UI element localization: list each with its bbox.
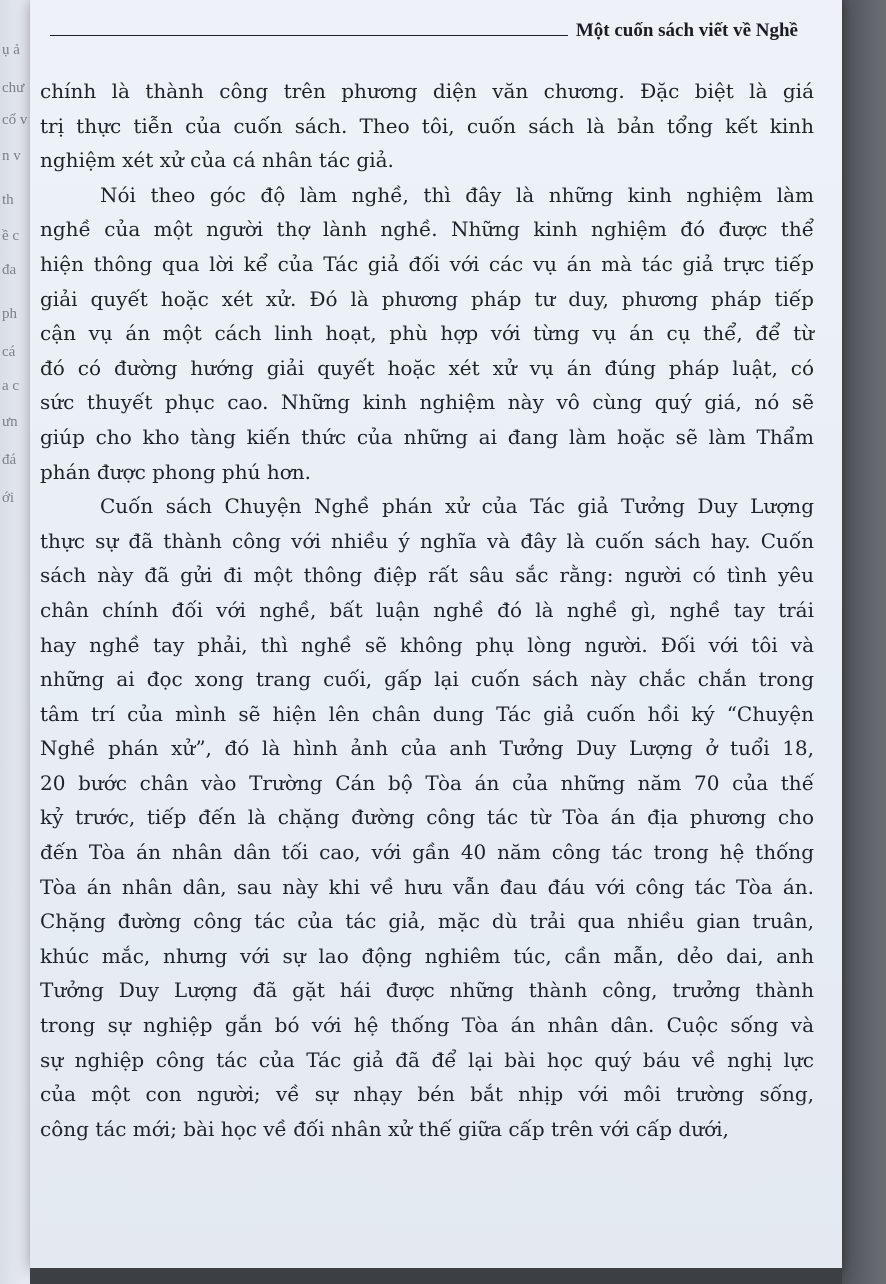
previous-page-fragment: n v (2, 148, 21, 164)
paragraph-p2 (40, 178, 814, 489)
previous-page-fragment: ề c (2, 228, 20, 244)
text-line: đó có đường hướng giải quyết hoặc xét xử vụ án đúng pháp luật, có (40, 355, 814, 380)
text-line: hiện thông qua lời kể của Tác giả đối với các vụ án mà tác giả trực tiếp (40, 251, 814, 276)
text-line: 20 bước chân vào Trường Cán bộ Tòa án của những năm 70 của thế (40, 770, 814, 795)
previous-page-fragment: đa (2, 262, 17, 278)
text-line: những ai đọc xong trang cuối, gấp lại cuốn sách này chắc chắn trong (40, 667, 814, 692)
previous-page-fragment: cố v (2, 112, 28, 128)
previous-page-fragment: ph (2, 306, 17, 322)
previous-page-fragment: đá (2, 452, 17, 468)
previous-page-fragment: a c (2, 378, 20, 394)
text-line: trong sự nghiệp gắn bó với hệ thống Tòa án nhân dân. Cuộc sống và (40, 1013, 814, 1038)
header-rule (50, 35, 568, 36)
page-shadow (30, 1268, 842, 1284)
text-line: đến Tòa án nhân dân tối cao, với gần 40 năm công tác trong hệ thống (40, 840, 814, 865)
text-line: chân chính đối với nghề, bất luận nghề đó là nghề gì, nghề tay trái (40, 597, 814, 622)
running-header (50, 8, 798, 42)
text-line: sự nghiệp công tác của Tác giả đã để lại bài học quý báu về nghị lực (40, 1047, 814, 1072)
text-line: phán được phong phú hơn. (40, 459, 311, 484)
text-line: chính là thành công trên phương diện văn chương. Đặc biệt là giá (40, 79, 814, 103)
text-line: cận vụ án một cách linh hoạt, phù hợp với từng vụ án cụ thể, để từ (40, 321, 814, 346)
text-line: Nói theo góc độ làm nghề, thì đây là những kinh nghiệm làm (100, 182, 814, 207)
text-line: nghiệm xét xử của cá nhân tác giả. (40, 148, 394, 173)
text-line: trị thực tiễn của cuốn sách. Theo tôi, cuốn sách là bản tổng kết kinh (40, 113, 814, 138)
text-line: Tưởng Duy Lượng đã gặt hái được những thành công, trưởng thành (40, 978, 814, 1003)
previous-page-fragment: chư (2, 80, 25, 96)
text-line: Tòa án nhân dân, sau này khi về hưu vẫn đau đáu với công tác Tòa án. (40, 874, 814, 899)
previous-page-fragment: ưn (2, 414, 18, 430)
book-page (30, 0, 842, 1270)
text-line: hay nghề tay phải, thì nghề sẽ không phụ lòng người. Đối với tôi và (40, 632, 814, 657)
body-text (40, 74, 814, 1146)
paragraph-p1 (40, 74, 814, 178)
text-line: kỷ trước, tiếp đến là chặng đường công tác từ Tòa án địa phương cho (40, 805, 814, 830)
text-line: khúc mắc, nhưng với sự lao động nghiêm túc, cần mẫn, dẻo dai, anh (40, 943, 814, 968)
previous-page-fragment: ới (2, 490, 15, 506)
previous-page-fragment: cá (2, 344, 16, 360)
text-line: nghề của một người thợ lành nghề. Những kinh nghiệm đó được thể (40, 217, 814, 242)
text-line: Cuốn sách Chuyện Nghề phán xử của Tác giả Tưởng Duy Lượng (100, 494, 814, 519)
text-line: sách này đã gửi đi một thông điệp rất sâu sắc rằng: người có tình yêu (40, 563, 814, 588)
text-line: sức thuyết phục cao. Những kinh nghiệm này vô cùng quý giá, nó sẽ (40, 390, 814, 415)
text-line: của một con người; về sự nhạy bén bắt nhịp với môi trường sống, (40, 1082, 814, 1107)
text-line: thực sự đã thành công với nhiều ý nghĩa và đây là cuốn sách hay. Cuốn (40, 528, 814, 553)
previous-page-fragment: th (2, 192, 14, 208)
previous-page-fragment: ụ ả (2, 42, 20, 58)
text-line: Chặng đường công tác của tác giả, mặc dù trải qua nhiều gian truân, (40, 909, 814, 934)
text-line: Nghề phán xử”, đó là hình ảnh của anh Tưởng Duy Lượng ở tuổi 18, (40, 736, 814, 761)
text-line: tâm trí của mình sẽ hiện lên chân dung Tác giả cuốn hồi ký “Chuyện (40, 701, 814, 726)
text-line: giúp cho kho tàng kiến thức của những ai đang làm hoặc sẽ làm Thẩm (40, 424, 814, 449)
text-line: giải quyết hoặc xét xử. Đó là phương pháp tư duy, phương pháp tiếp (40, 286, 814, 311)
text-line: công tác mới; bài học về đối nhân xử thế giữa cấp trên với cấp dưới, (40, 1116, 729, 1141)
paragraph-p3 (40, 489, 814, 1146)
header-title: Một cuốn sách viết về Nghề (575, 20, 798, 41)
